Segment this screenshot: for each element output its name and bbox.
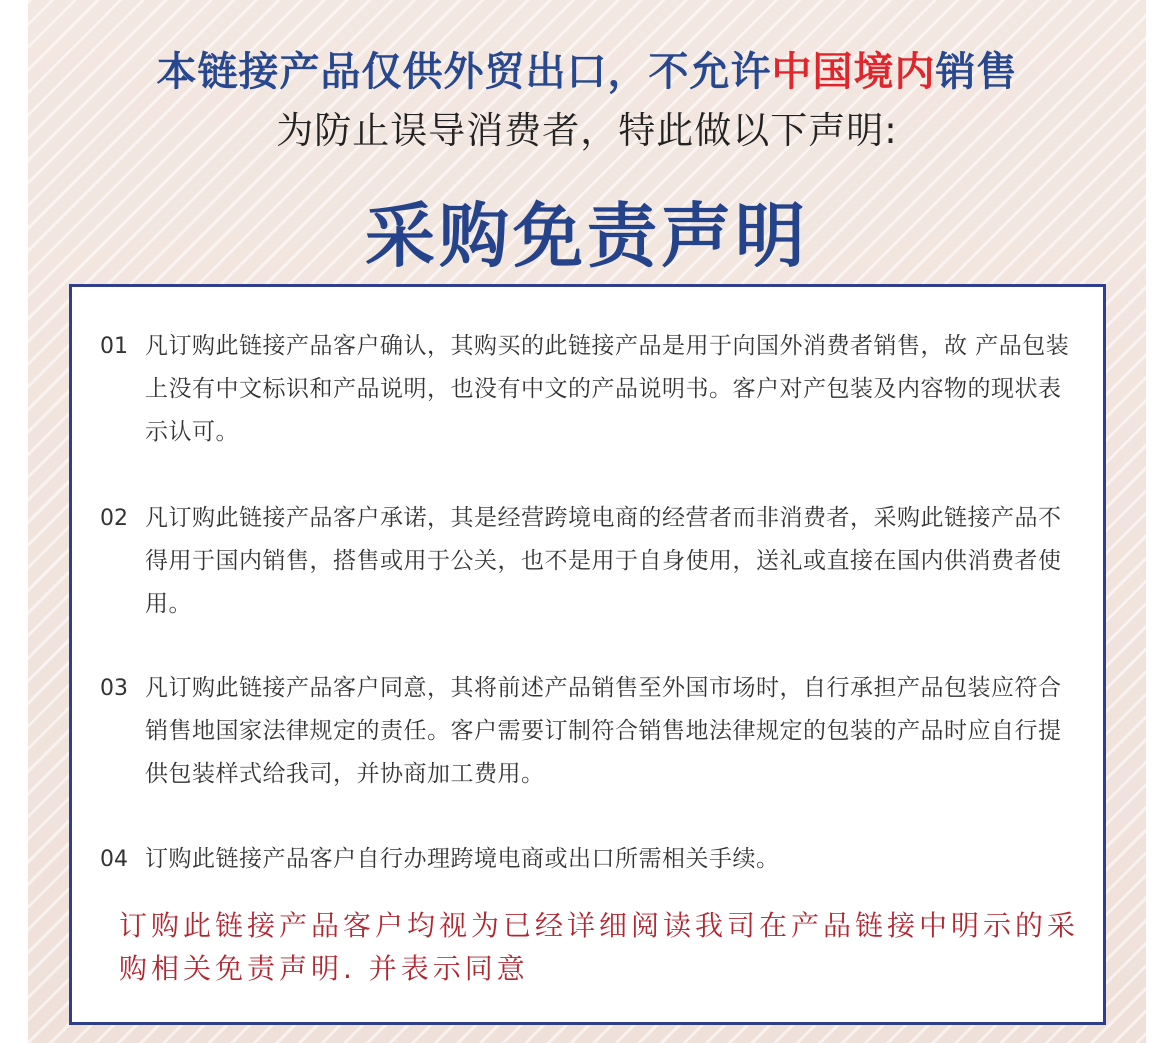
clause-01 <box>100 325 1080 454</box>
clause-03 <box>100 667 1080 796</box>
clause-number: 02 <box>100 506 128 531</box>
agreement-notice: 订购此链接产品客户均视为已经详细阅读我司在产品链接中明示的采购相关免责声明. 并表示同意 <box>119 909 1080 985</box>
declaration-intro: 为防止误导消费者，特此做以下声明: <box>276 109 898 152</box>
heading-red-part: 中国境内 <box>771 49 936 95</box>
clause-number: 01 <box>100 334 128 359</box>
export-only-heading <box>28 40 1146 97</box>
clause-text: 凡订购此链接产品客户同意，其将前述产品销售至外国市场时，自行承担产品包装应符合销售地国家法律规定的责任。客户需要订制符合销售地法律规定的包装的产品时应自行提供包装样式给我司，并协商加工费用。 <box>145 675 1062 787</box>
clause-04 <box>100 838 1080 881</box>
clause-text: 订购此链接产品客户自行办理跨境电商或出口所需相关手续。 <box>145 846 780 872</box>
heading-blue-part-b: 销售 <box>935 49 1018 95</box>
clause-text: 凡订购此链接产品客户确认，其购买的此链接产品是用于向国外消费者销售，故 产品包装上没有中文标识和产品说明，也没有中文的产品说明书。客户对产包装及内容物的现状表示认可。 <box>145 333 1070 445</box>
disclaimer-box <box>69 284 1106 1025</box>
page-title: 采购免责声明 <box>365 195 809 277</box>
clause-text: 凡订购此链接产品客户承诺，其是经营跨境电商的经营者而非消费者，采购此链接产品不得用于国内销售，搭售或用于公关，也不是用于自身使用，送礼或直接在国内供消费者使用。 <box>145 505 1062 617</box>
clause-number: 03 <box>100 676 128 701</box>
heading-blue-part-a: 本链接产品仅供外贸出口，不允许 <box>156 49 772 95</box>
clause-number: 04 <box>100 847 128 872</box>
clause-02 <box>100 497 1080 626</box>
disclaimer-page <box>28 0 1146 1043</box>
